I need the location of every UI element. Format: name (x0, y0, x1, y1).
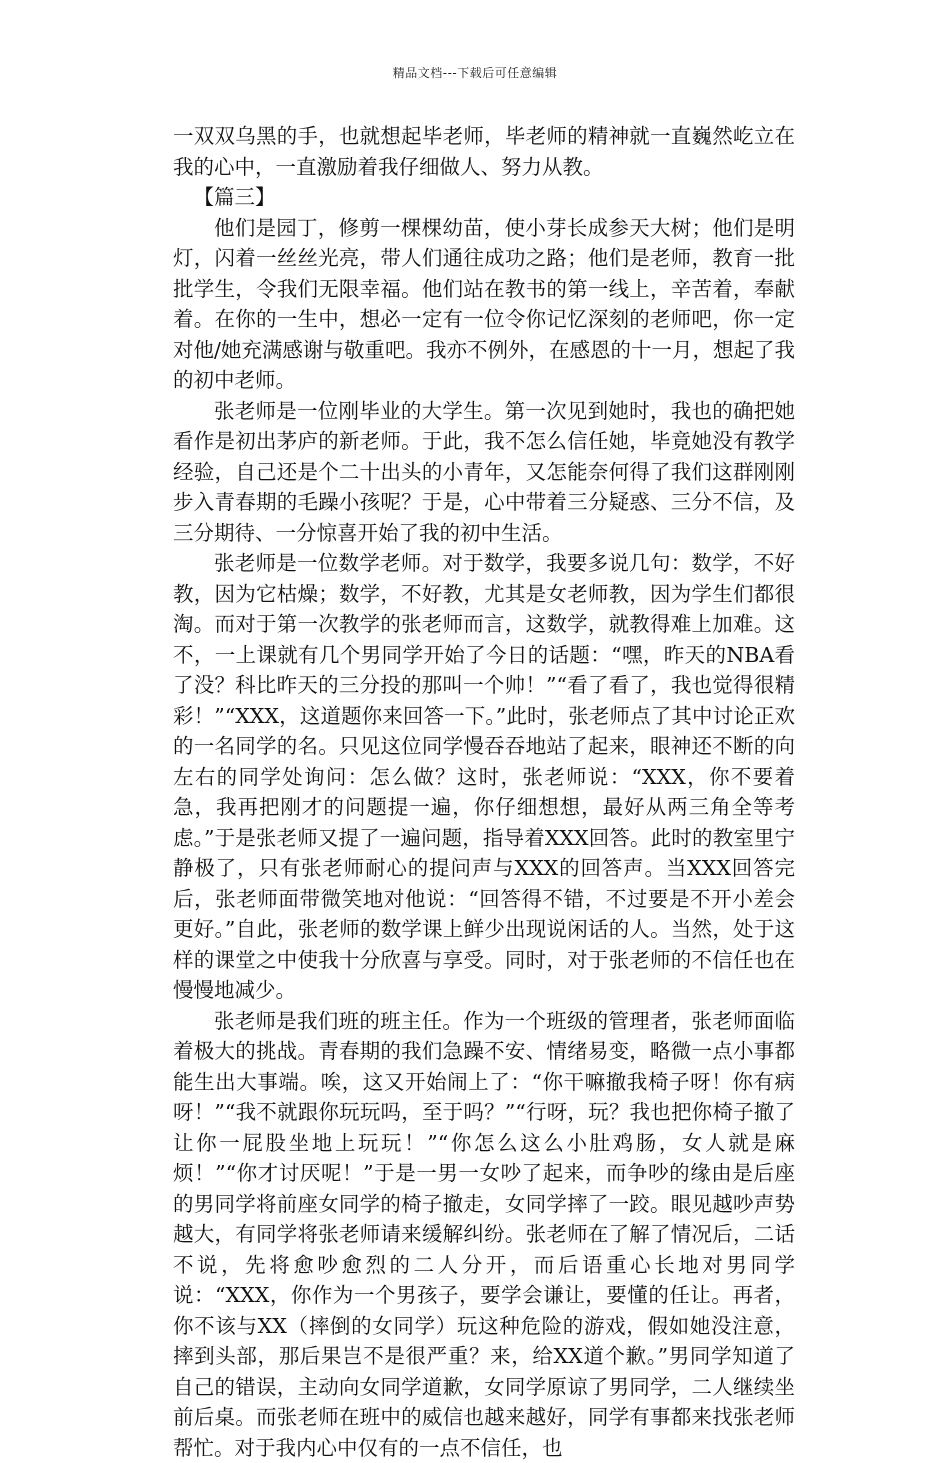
paragraph: 张老师是一位刚毕业的大学生。第一次见到她时，我也的确把她看作是初出茅庐的新老师。于此，我不怎么信任她，毕竟她没有教学经验，自己还是个二十出头的小青年，又怎能奈何得了我们这群刚刚步入青春期的毛躁小孩呢？于是，心中带着三分疑惑、三分不信，及三分期待、一分惊喜开始了我的初中生活。 (173, 396, 795, 549)
page-header: 精品文档---下载后可任意编辑 (0, 64, 950, 81)
paragraph: 张老师是我们班的班主任。作为一个班级的管理者，张老师面临着极大的挑战。青春期的我们急躁不安、情绪易变，略微一点小事都能生出大事端。唉，这又开始闹上了：“你干嘛撤我椅子呀！你有病呀！”“我不就跟你玩玩吗，至于吗？”“行呀，玩？我也把你椅子撤了让你一屁股坐地上玩玩！”“你怎么这么小肚鸡肠，女人就是麻烦！”“你才讨厌呢！”于是一男一女吵了起来，而争吵的缘由是后座的男同学将前座女同学的椅子撤走，女同学摔了一跤。眼见越吵声势越大，有同学将张老师请来缓解纠纷。张老师在了解了情况后，二话不说，先将愈吵愈烈的二人分开，而后语重心长地对男同学说：“XXX，你作为一个男孩子，要学会谦让，要懂的任让。再者，你不该与XX（摔倒的女同学）玩这种危险的游戏，假如她没注意，摔到头部，那后果岂不是很严重？来，给XX道个歉。”男同学知道了自己的错误，主动向女同学道歉，女同学原谅了男同学，二人继续坐前后桌。而张老师在班中的威信也越来越好，同学有事都来找张老师帮忙。对于我内心中仅有的一点不信任，也 (173, 1006, 795, 1463)
paragraph: 他们是园丁，修剪一棵棵幼苗，使小芽长成参天大树；他们是明灯，闪着一丝丝光亮，带人们通往成功之路；他们是老师，教育一批批学生，令我们无限幸福。他们站在教书的第一线上，辛苦着，奉献着。在你的一生中，想必一定有一位令你记忆深刻的老师吧，你一定对他/她充满感谢与敬重吧。我亦不例外，在感恩的十一月，想起了我的初中老师。 (173, 213, 795, 396)
document-body (173, 121, 795, 1463)
paragraph-continued: 一双双乌黑的手，也就想起毕老师，毕老师的精神就一直巍然屹立在我的心中，一直激励着我仔细做人、努力从教。 (173, 121, 795, 182)
paragraph: 张老师是一位数学老师。对于数学，我要多说几句：数学，不好教，因为它枯燥；数学，不好教，尤其是女老师教，因为学生们都很淘。而对于第一次教学的张老师而言，这数学，就教得难上加难。这不，一上课就有几个男同学开始了今日的话题：“嘿，昨天的NBA看了没？科比昨天的三分投的那叫一个帅！”“看了看了，我也觉得很精彩！”“XXX，这道题你来回答一下。”此时，张老师点了其中讨论正欢的一名同学的名。只见这位同学慢吞吞地站了起来，眼神还不断的向左右的同学处询问：怎么做？这时，张老师说：“XXX，你不要着急，我再把刚才的问题提一遍，你仔细想想，最好从两三角全等考虑。”于是张老师又提了一遍问题，指导着XXX回答。此时的教室里宁静极了，只有张老师耐心的提问声与XXX的回答声。当XXX回答完后，张老师面带微笑地对他说：“回答得不错，不过要是不开小差会更好。”自此，张老师的数学课上鲜少出现说闲话的人。当然，处于这样的课堂之中使我十分欣喜与享受。同时，对于张老师的不信任也在慢慢地减少。 (173, 548, 795, 1006)
section-heading: 【篇三】 (173, 182, 795, 213)
